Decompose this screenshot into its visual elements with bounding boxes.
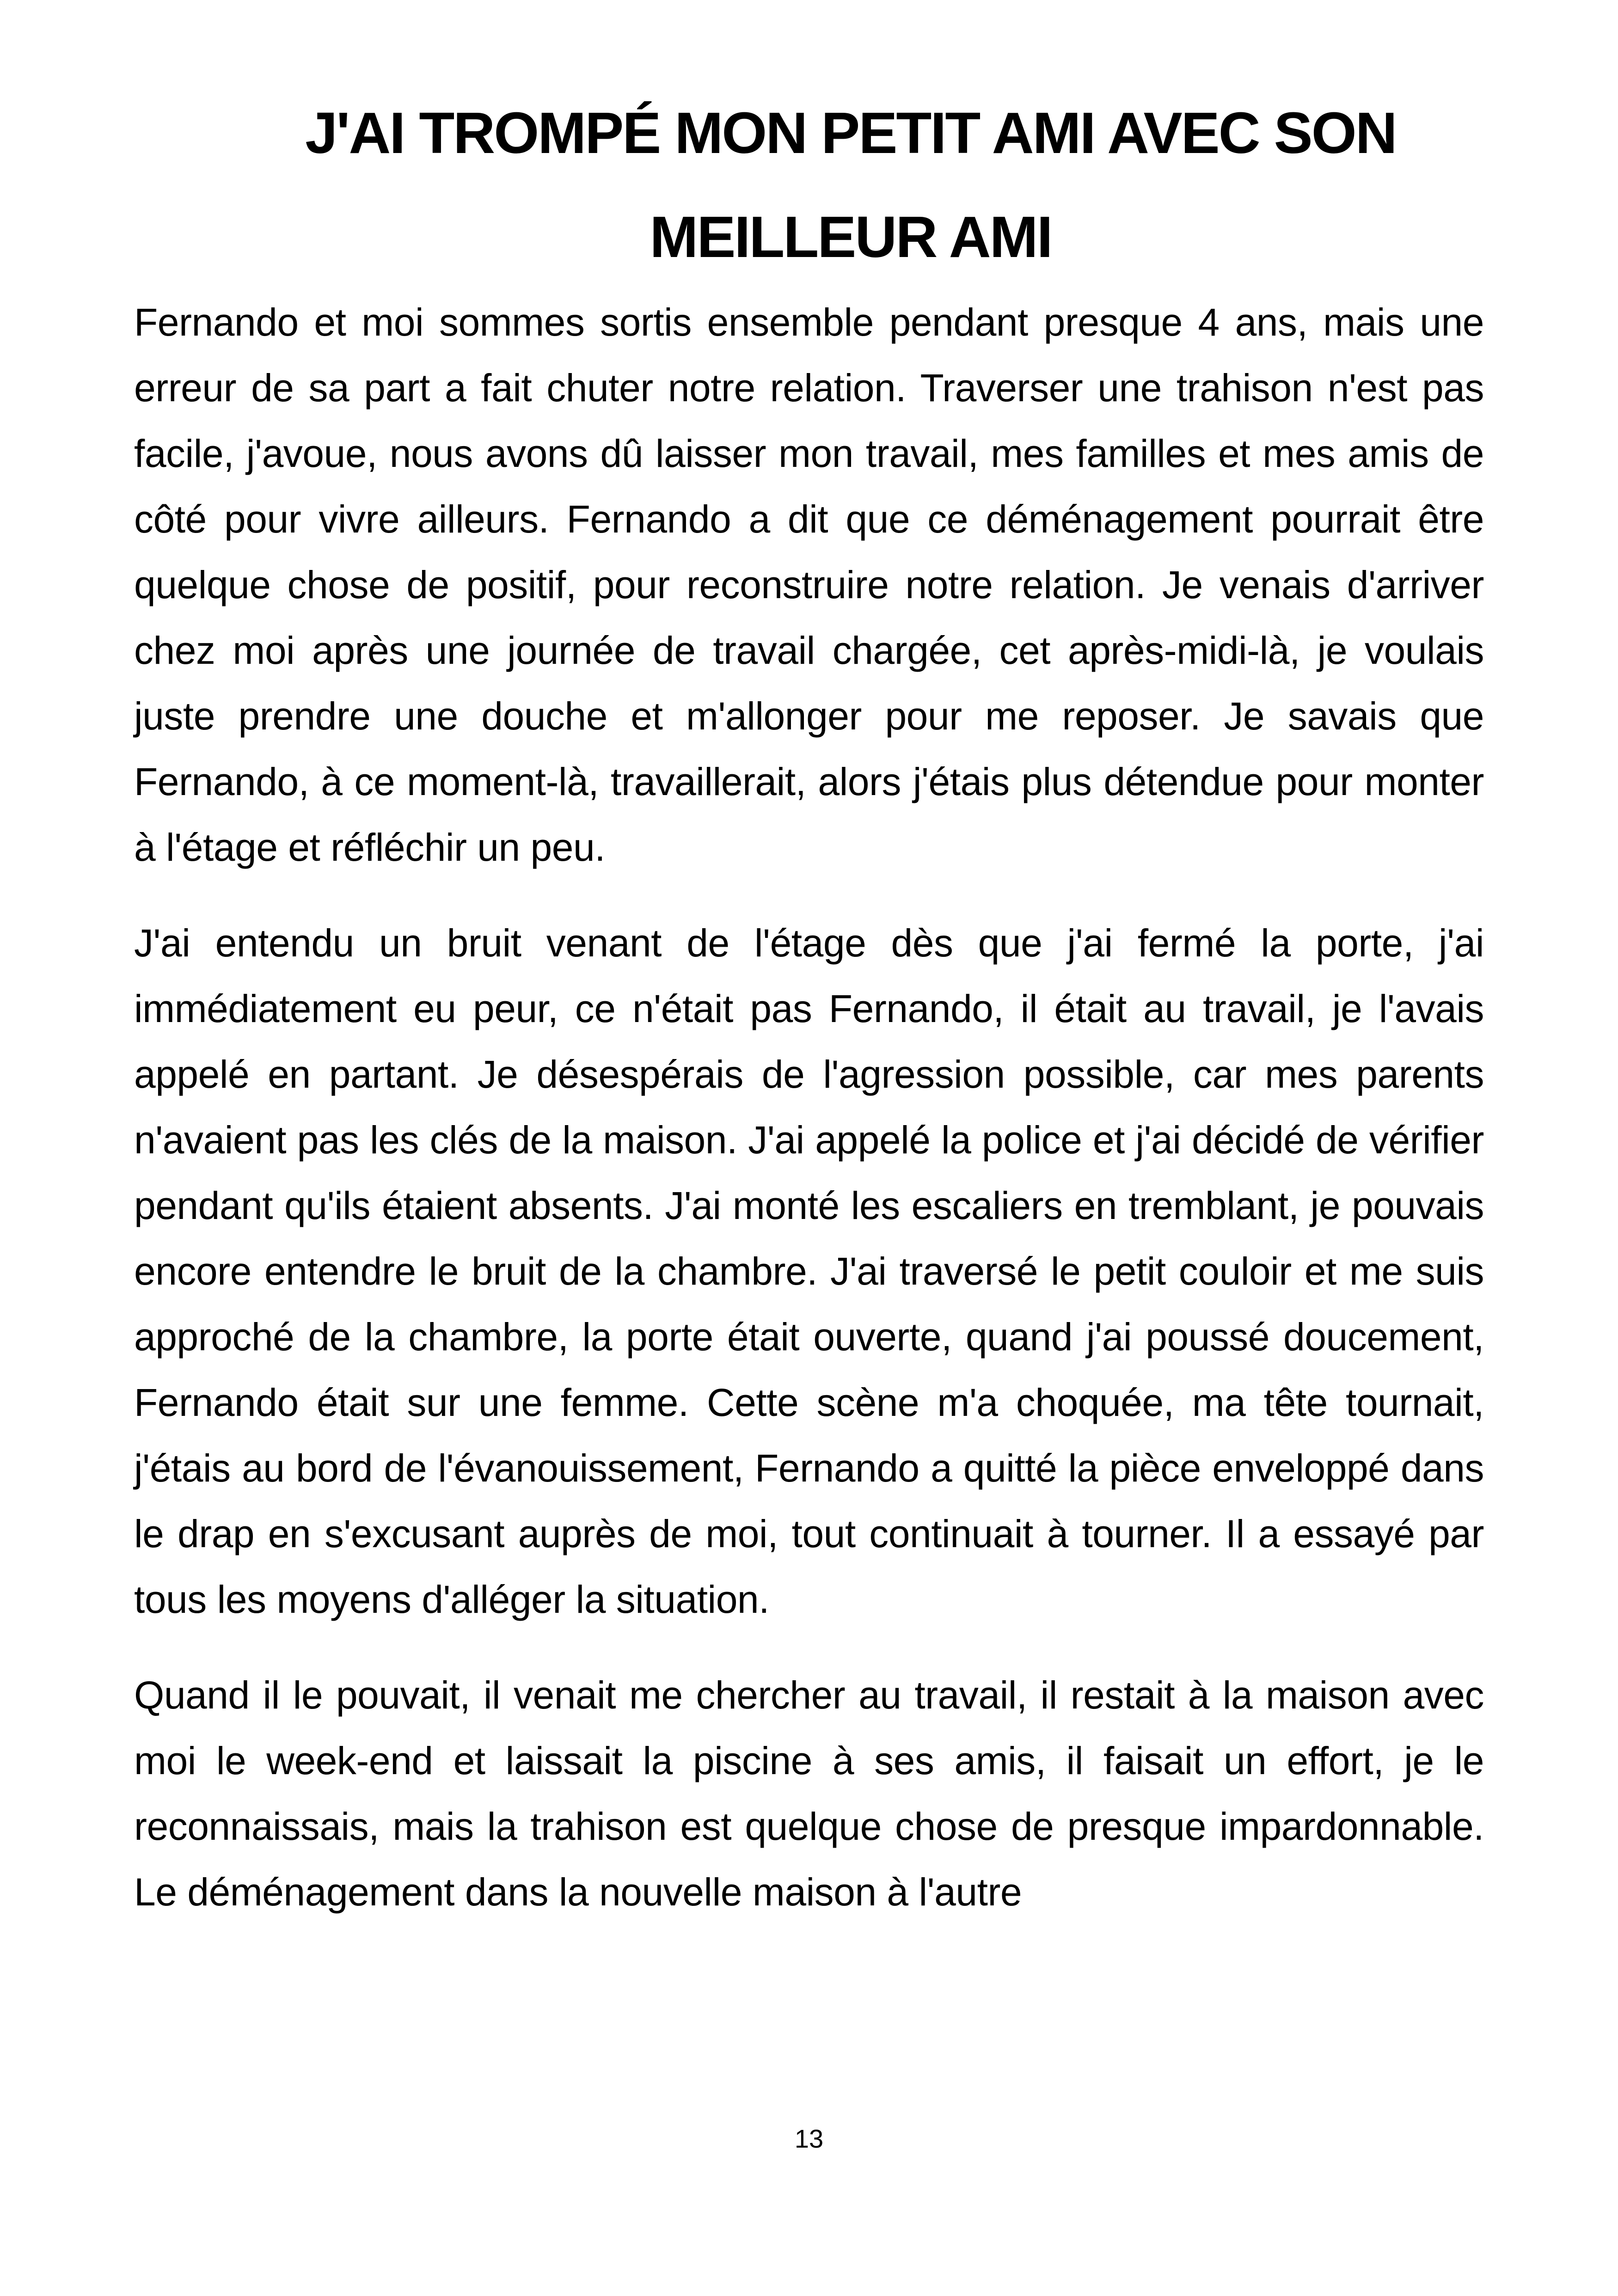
paragraph-3: Quand il le pouvait, il venait me chercher au travail, il restait à la maison avec moi le week-end et laissait la piscine à ses amis, il faisait un effort, je le reconnaissais, mais la trahison est quelque chose de presque impardonnable. Le déménagement dans la nouvelle maison à l'autre bbox=[134, 1673, 1484, 1914]
page-number: 13 bbox=[794, 2124, 824, 2153]
title-line-2: MEILLEUR AMI bbox=[650, 204, 1052, 269]
body-text bbox=[134, 289, 1484, 1955]
paragraph-1: Fernando et moi sommes sortis ensemble pendant presque 4 ans, mais une erreur de sa part a fait chuter notre relation. Traverser une trahison n'est pas facile, j'avoue, nous avons dû laisser mon travail, mes familles et mes amis de côté pour vivre ailleurs. Fernando a dit que ce déménagement pourrait être quelque chose de positif, pour reconstruire notre relation. Je venais d'arriver chez moi après une journée de travail chargée, cet après-midi-là, je voulais juste prendre une douche et m'allonger pour me reposer. Je savais que Fernando, à ce moment-là, travaillerait, alors j'étais plus détendue pour monter à l'étage et réfléchir un peu. bbox=[134, 300, 1484, 869]
page-title bbox=[134, 81, 1484, 289]
title-line-1: J'AI TROMPÉ MON PETIT AMI AVEC SON bbox=[305, 100, 1396, 165]
paragraph-2: J'ai entendu un bruit venant de l'étage dès que j'ai fermé la porte, j'ai immédiatement eu peur, ce n'était pas Fernando, il était au travail, je l'avais appelé en partant. Je désespérais de l'agression possible, car mes parents n'avaient pas les clés de la maison. J'ai appelé la police et j'ai décidé de vérifier pendant qu'ils étaient absents. J'ai monté les escaliers en tremblant, je pouvais encore entendre le bruit de la chambre. J'ai traversé le petit couloir et me suis approché de la chambre, la porte était ouverte, quand j'ai poussé doucement, Fernando était sur une femme. Cette scène m'a choquée, ma tête tournait, j'étais au bord de l'évanouissement, Fernando a quitté la pièce enveloppé dans le drap en s'excusant auprès de moi, tout continuait à tourner. Il a essayé par tous les moyens d'alléger la situation. bbox=[134, 921, 1484, 1621]
